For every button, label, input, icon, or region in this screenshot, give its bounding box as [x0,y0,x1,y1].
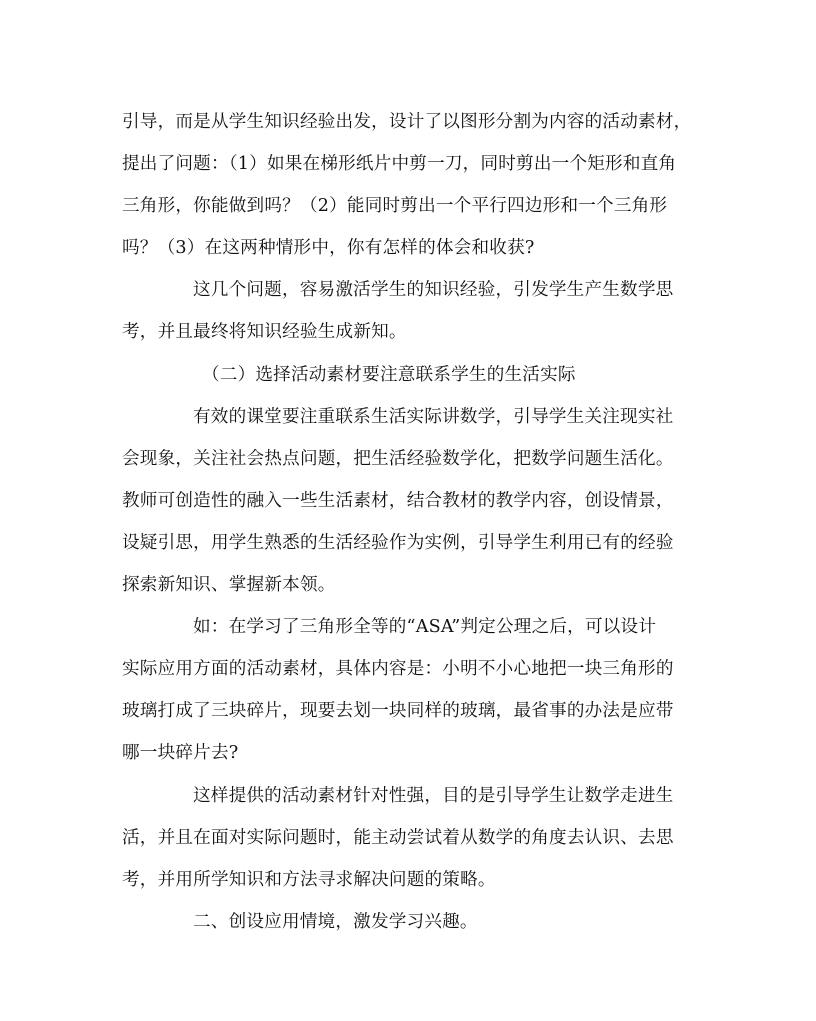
section-heading: （二）选择活动素材要注意联系学生的生活实际 [202,364,576,385]
text-line: 考，并且最终将知识经验生成新知。 [122,322,407,343]
text-line: 设疑引思，用学生熟悉的生活经验作为实例，引导学生利用已有的经验 [122,532,674,553]
text-line: 三角形，你能做到吗？（2）能同时剪出一个平行四边形和一个三角形 [122,196,668,217]
section-heading: 二、创设应用情境，激发学习兴趣。 [193,911,478,932]
text-line: 实际应用方面的活动素材，具体内容是：小明不小心地把一块三角形的 [122,659,674,680]
text-line: 引导，而是从学生知识经验出发，设计了以图形分割为内容的活动素材， [122,112,692,132]
text-line: 教师可创造性的融入一些生活素材，结合教材的教学内容，创设情景， [122,490,674,511]
paragraph-first-line: 这样提供的活动素材针对性强，目的是引导学生让数学走进生 [193,785,674,806]
text-line: 探索新知识、掌握新本领。 [122,575,336,596]
text-line: 活，并且在面对实际问题时，能主动尝试着从数学的角度去认识、去思 [122,827,674,848]
paragraph-first-line: 有效的课堂要注重联系生活实际讲数学，引导学生关注现实社 [193,406,674,427]
text-line: 提出了问题：（1）如果在梯形纸片中剪一刀，同时剪出一个矩形和直角 [122,154,677,175]
paragraph-first-line: 这几个问题，容易激活学生的知识经验，引发学生产生数学思 [193,280,674,301]
text-line: 考，并用所学知识和方法寻求解决问题的策略。 [122,869,496,890]
paragraph-first-line: 如：在学习了三角形全等的“ASA”判定公理之后，可以设计 [193,617,657,638]
body-text [122,101,698,943]
text-line: 会现象，关注社会热点问题，把生活经验数学化，把数学问题生活化。 [122,448,674,469]
text-line: 吗？（3）在这两种情形中，你有怎样的体会和收获? [122,238,535,259]
text-line: 哪一块碎片去? [122,743,239,764]
text-line: 玻璃打成了三块碎片，现要去划一块同样的玻璃，最省事的办法是应带 [122,701,674,722]
